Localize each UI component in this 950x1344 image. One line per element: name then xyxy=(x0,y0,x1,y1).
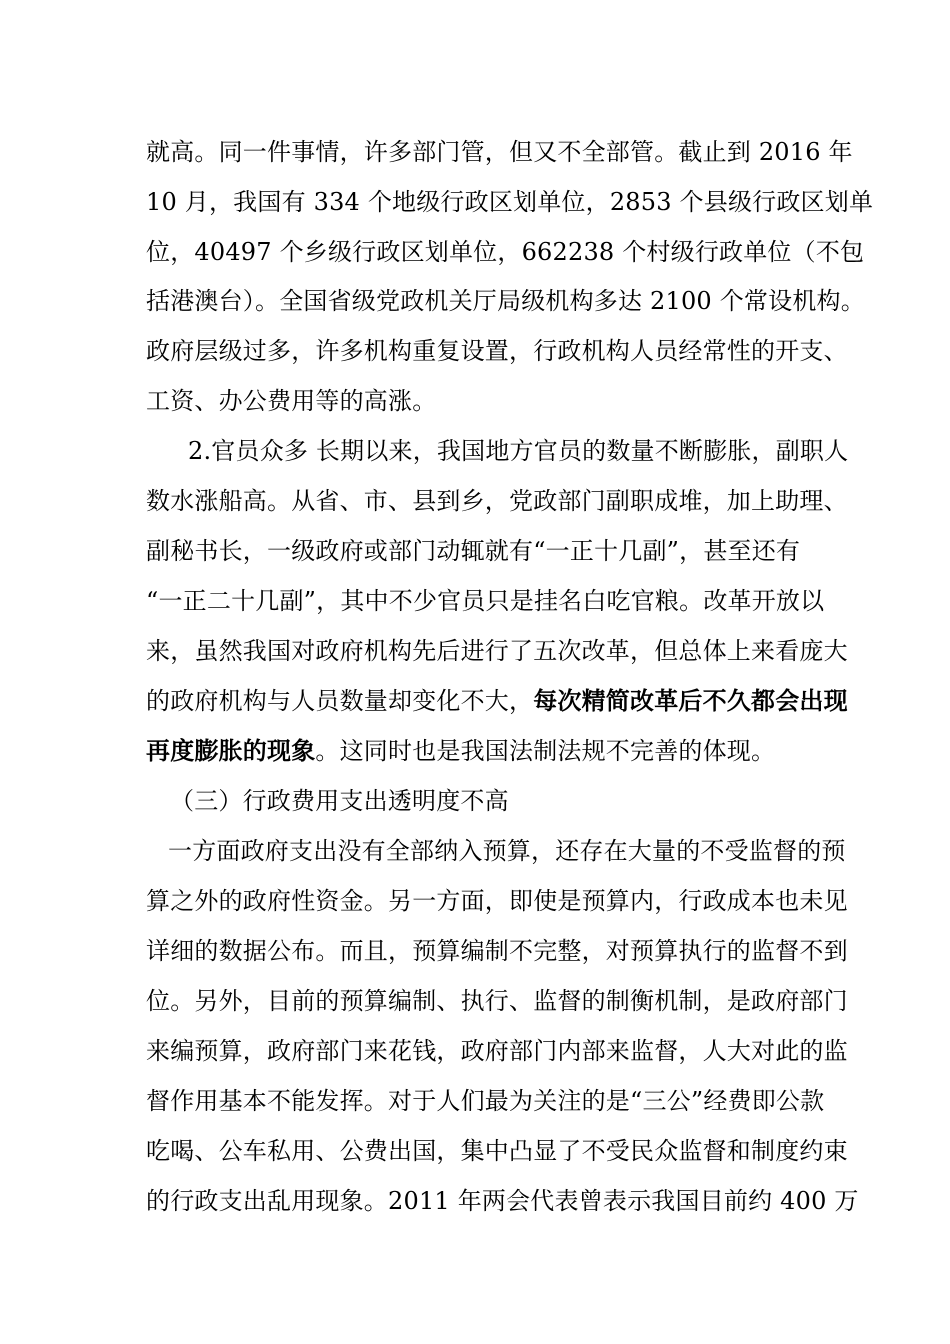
text-line: 工资、办公费用等的高涨。 xyxy=(146,387,437,415)
text-line: 的行政支出乱用现象。2011 年两会代表曾表示我国目前约 400 万 xyxy=(146,1187,859,1215)
section-heading: （三）行政费用支出透明度不高 xyxy=(170,787,509,815)
text-line: 位，40497 个乡级行政区划单位，662238 个村级行政单位（不包 xyxy=(146,238,865,266)
text-normal: 。这同时也是我国法制法规不完善的体现。 xyxy=(315,737,776,765)
text-line: 数水涨船高。从省、市、县到乡，党政部门副职成堆，加上助理、 xyxy=(146,487,848,515)
text-line: “一正二十几副”，其中不少官员只是挂名白吃官粮。改革开放以 xyxy=(146,587,825,615)
text-line: 2.官员众多 长期以来，我国地方官员的数量不断膨胀，副职人 xyxy=(188,437,849,465)
text-bold: 再度膨胀的现象 xyxy=(146,736,316,765)
text-line: 10 月，我国有 334 个地级行政区划单位，2853 个县级行政区划单 xyxy=(146,188,874,216)
text-line: 一方面政府支出没有全部纳入预算，还存在大量的不受监督的预 xyxy=(168,837,846,865)
text-line: 来编预算，政府部门来花钱，政府部门内部来监督，人大对此的监 xyxy=(146,1037,848,1065)
text-normal: 的政府机构与人员数量却变化不大， xyxy=(146,687,534,715)
text-line: 副秘书长，一级政府或部门动辄就有“一正十几副”，甚至还有 xyxy=(146,537,801,565)
text-line: 来，虽然我国对政府机构先后进行了五次改革，但总体上来看庞大 xyxy=(146,637,848,665)
text-line: 算之外的政府性资金。另一方面，即使是预算内，行政成本也未见 xyxy=(146,887,848,915)
text-line: 括港澳台）。全国省级党政机关厅局级机构多达 2100 个常设机构。 xyxy=(146,287,865,315)
text-line: 政府层级过多，许多机构重复设置，行政机构人员经常性的开支、 xyxy=(146,337,848,365)
text-line: 位。另外，目前的预算编制、执行、监督的制衡机制，是政府部门 xyxy=(146,987,848,1015)
text-line: 就高。同一件事情，许多部门管，但又不全部管。截止到 2016 年 xyxy=(146,138,853,166)
text-bold: 每次精简改革后不久都会出现 xyxy=(533,686,848,715)
text-line: 督作用基本不能发挥。对于人们最为关注的是“三公”经费即公款 xyxy=(146,1087,825,1115)
text-line: 详细的数据公布。而且，预算编制不完整，对预算执行的监督不到 xyxy=(146,937,848,965)
text-line xyxy=(146,686,866,716)
text-line xyxy=(146,736,866,766)
text-line: 吃喝、公车私用、公费出国，集中凸显了不受民众监督和制度约束 xyxy=(146,1137,848,1165)
